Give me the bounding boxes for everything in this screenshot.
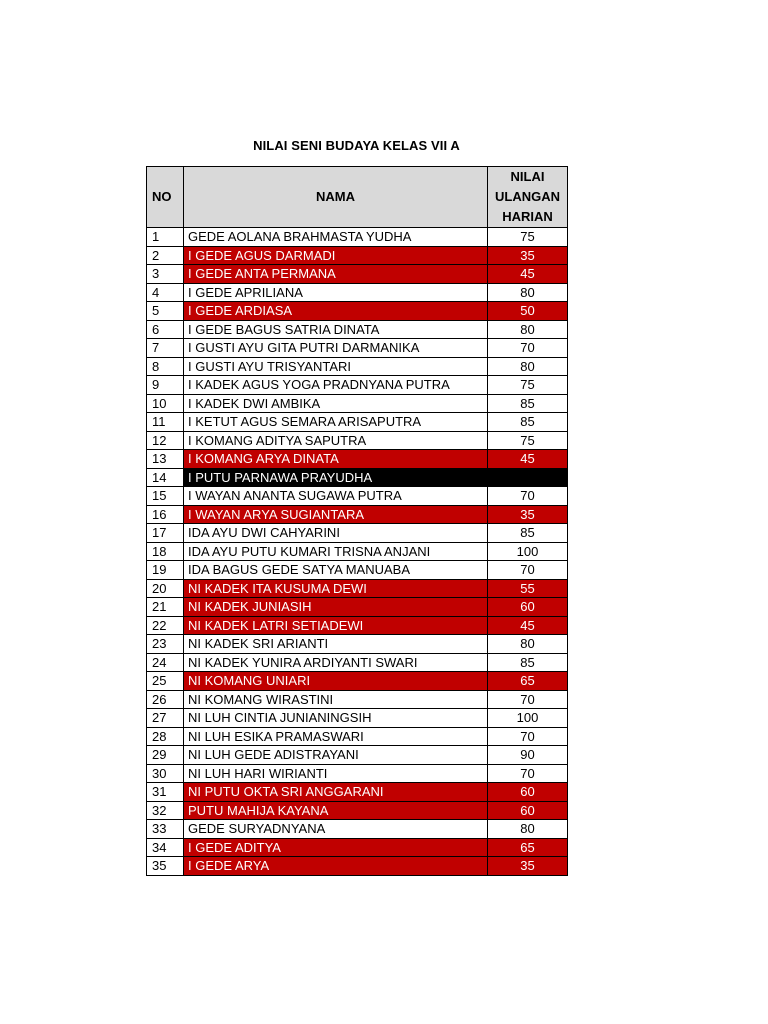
header-nilai-line: HARIAN [502,209,553,224]
row-nama-cell: PUTU MAHIJA KAYANA [184,801,488,820]
header-nilai-line: NILAI [510,169,545,184]
row-nama-cell: NI KOMANG UNIARI [184,672,488,691]
row-nilai-cell: 85 [488,653,568,672]
row-nilai-cell: 80 [488,283,568,302]
table-row [147,598,568,617]
row-nilai-cell: 80 [488,635,568,654]
row-nilai-cell: 60 [488,801,568,820]
row-no-cell: 18 [147,542,184,561]
row-nilai-cell: 70 [488,561,568,580]
row-no-cell: 3 [147,265,184,284]
row-no-cell: 34 [147,838,184,857]
row-nama-cell: GEDE AOLANA BRAHMASTA YUDHA [184,228,488,247]
row-nilai-cell: 100 [488,542,568,561]
row-no-cell: 5 [147,302,184,321]
row-no-cell: 33 [147,820,184,839]
row-no-cell: 13 [147,450,184,469]
row-nama-cell: NI KADEK JUNIASIH [184,598,488,617]
row-nama-cell: NI LUH ESIKA PRAMASWARI [184,727,488,746]
table-row [147,487,568,506]
row-nilai-cell: 70 [488,339,568,358]
table-row [147,783,568,802]
table-row [147,616,568,635]
row-no-cell: 35 [147,857,184,876]
row-no-cell: 16 [147,505,184,524]
row-nilai-cell: 80 [488,357,568,376]
row-no-cell: 25 [147,672,184,691]
row-no-cell: 30 [147,764,184,783]
row-no-cell: 21 [147,598,184,617]
row-nama-cell: I WAYAN ARYA SUGIANTARA [184,505,488,524]
row-no-cell: 32 [147,801,184,820]
row-no-cell: 7 [147,339,184,358]
row-nama-cell: IDA BAGUS GEDE SATYA MANUABA [184,561,488,580]
row-nama-cell: NI PUTU OKTA SRI ANGGARANI [184,783,488,802]
row-no-cell: 2 [147,246,184,265]
table-row [147,727,568,746]
row-nilai-cell: 70 [488,487,568,506]
table-row [147,653,568,672]
row-nilai-cell: 45 [488,616,568,635]
row-nama-cell: IDA AYU PUTU KUMARI TRISNA ANJANI [184,542,488,561]
row-nama-cell: GEDE SURYADNYANA [184,820,488,839]
row-nama-cell: NI LUH HARI WIRIANTI [184,764,488,783]
row-nilai-cell: 60 [488,598,568,617]
row-no-cell: 23 [147,635,184,654]
row-nilai-cell: 35 [488,857,568,876]
row-nilai-cell: 85 [488,524,568,543]
row-nama-cell: NI KADEK SRI ARIANTI [184,635,488,654]
row-nama-cell: I GEDE BAGUS SATRIA DINATA [184,320,488,339]
table-row [147,709,568,728]
row-nama-cell: I GEDE AGUS DARMADI [184,246,488,265]
row-no-cell: 28 [147,727,184,746]
row-no-cell: 4 [147,283,184,302]
table-header-row [147,167,568,228]
row-nilai-cell: 85 [488,413,568,432]
table-row [147,561,568,580]
row-no-cell: 15 [147,487,184,506]
table-row [147,820,568,839]
row-nilai-cell: 65 [488,838,568,857]
row-no-cell: 20 [147,579,184,598]
table-row [147,246,568,265]
table-row [147,524,568,543]
row-no-cell: 26 [147,690,184,709]
row-nama-cell: I GEDE ADITYA [184,838,488,857]
row-no-cell: 19 [147,561,184,580]
row-no-cell: 10 [147,394,184,413]
row-no-cell: 31 [147,783,184,802]
table-row [147,283,568,302]
table-row [147,672,568,691]
row-nilai-cell: 45 [488,265,568,284]
table-row [147,746,568,765]
row-nilai-cell: 80 [488,820,568,839]
table-row [147,265,568,284]
row-nilai-cell: 60 [488,783,568,802]
row-no-cell: 11 [147,413,184,432]
row-nama-cell: NI KADEK LATRI SETIADEWI [184,616,488,635]
row-no-cell: 14 [147,468,184,487]
table-row [147,302,568,321]
row-nama-cell: I GUSTI AYU GITA PUTRI DARMANIKA [184,339,488,358]
row-nilai-cell: 75 [488,228,568,247]
table-row [147,857,568,876]
table-row [147,450,568,469]
table-row [147,376,568,395]
row-nama-cell: NI LUH GEDE ADISTRAYANI [184,746,488,765]
table-row [147,320,568,339]
table-row [147,801,568,820]
header-no: NO [147,167,184,228]
row-nilai-cell: 80 [488,320,568,339]
row-nama-cell: I GUSTI AYU TRISYANTARI [184,357,488,376]
row-nama-cell: I KADEK DWI AMBIKA [184,394,488,413]
row-no-cell: 27 [147,709,184,728]
header-nilai-line: ULANGAN [495,189,560,204]
row-nilai-cell: 90 [488,746,568,765]
table-row [147,431,568,450]
row-no-cell: 29 [147,746,184,765]
table-row [147,505,568,524]
header-nama: NAMA [184,167,488,228]
row-nama-cell: I KOMANG ARYA DINATA [184,450,488,469]
table-row [147,542,568,561]
row-nama-cell: I KETUT AGUS SEMARA ARISAPUTRA [184,413,488,432]
header-nilai [488,167,568,228]
row-nama-cell: I WAYAN ANANTA SUGAWA PUTRA [184,487,488,506]
table-body [147,228,568,876]
row-nilai-cell: 55 [488,579,568,598]
row-nama-cell: NI KADEK ITA KUSUMA DEWI [184,579,488,598]
row-nama-cell: I GEDE APRILIANA [184,283,488,302]
row-nilai-cell: 75 [488,376,568,395]
row-nilai-cell: 70 [488,690,568,709]
row-nilai-cell: 85 [488,394,568,413]
table-row [147,838,568,857]
table-row [147,394,568,413]
row-nama-cell: NI KOMANG WIRASTINI [184,690,488,709]
grades-table [146,166,568,876]
row-nilai-cell: 100 [488,709,568,728]
table-row [147,339,568,358]
row-nilai-cell: 50 [488,302,568,321]
table-row [147,413,568,432]
row-nama-cell: NI LUH CINTIA JUNIANINGSIH [184,709,488,728]
row-nama-cell: I GEDE ARDIASA [184,302,488,321]
row-nama-cell: I GEDE ANTA PERMANA [184,265,488,284]
row-nama-cell: IDA AYU DWI CAHYARINI [184,524,488,543]
row-no-cell: 8 [147,357,184,376]
row-no-cell: 12 [147,431,184,450]
row-nama-cell: I KADEK AGUS YOGA PRADNYANA PUTRA [184,376,488,395]
table-row [147,357,568,376]
table-row [147,635,568,654]
table-row [147,228,568,247]
row-no-cell: 17 [147,524,184,543]
table-row [147,468,568,487]
row-no-cell: 24 [147,653,184,672]
row-nilai-cell: 45 [488,450,568,469]
row-nama-cell: NI KADEK YUNIRA ARDIYANTI SWARI [184,653,488,672]
row-no-cell: 6 [147,320,184,339]
row-nilai-cell: 70 [488,764,568,783]
table-row [147,690,568,709]
row-nilai-cell: 35 [488,505,568,524]
row-nilai-cell [488,468,568,487]
row-nilai-cell: 35 [488,246,568,265]
row-no-cell: 22 [147,616,184,635]
row-nama-cell: I PUTU PARNAWA PRAYUDHA [184,468,488,487]
table-row [147,764,568,783]
table-row [147,579,568,598]
row-nama-cell: I KOMANG ADITYA SAPUTRA [184,431,488,450]
row-nama-cell: I GEDE ARYA [184,857,488,876]
row-nilai-cell: 70 [488,727,568,746]
page-title: NILAI SENI BUDAYA KELAS VII A [253,138,460,153]
row-nilai-cell: 75 [488,431,568,450]
row-no-cell: 9 [147,376,184,395]
row-no-cell: 1 [147,228,184,247]
row-nilai-cell: 65 [488,672,568,691]
